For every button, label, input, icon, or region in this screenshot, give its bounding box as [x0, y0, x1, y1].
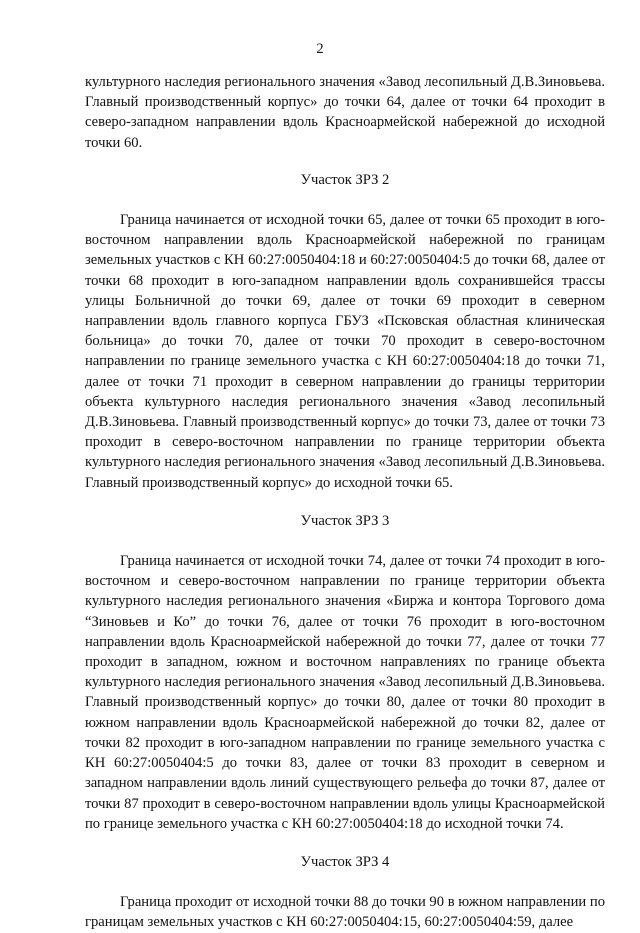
page-number: 2	[316, 41, 324, 57]
section-title-zrz-4: Участок ЗРЗ 4	[300, 853, 390, 870]
section-title-zrz-2: Участок ЗРЗ 2	[300, 171, 390, 188]
document-body	[85, 72, 605, 933]
intro-paragraph: культурного наследия регионального значения «Завод лесопильный Д.В.Зиновьева. Главный производственный корпус» до точки 64, далее от точки 64 проходит в северо-западном направлении вдоль Красноармейской набережной до исходной точки 60.	[85, 74, 605, 151]
section-title-zrz-3: Участок ЗРЗ 3	[300, 512, 390, 529]
section-text-zrz-3: Граница начинается от исходной точки 74, далее от точки 74 проходит в юго-восточном и северо-восточном направлении по границе территории объекта культурного наследия регионального значения «Биржа и контора Торгового дома “Зиновьев и Ко” до точки 76, далее от точки 76 проходит в юго-восточном направлении вдоль Красноармейской набережной до точки 77, далее от точки 77 проходит в западном, южном и восточном направлениях по границе объекта культурного наследия регионального значения «Завод лесопильный Д.В.Зиновьева. Главный производственный корпус» до точки 80, далее от точки 80 проходит в южном направлении вдоль Красноармейской набережной до точки 82, далее от точки 82 проходит в юго-западном направлении по границе земельного участка с КН 60:27:0050404:5 до точки 83, далее от точки 83 проходит в северном и западном направлении вдоль линий существующего рельефа до точки 87, далее от точки 87 проходит в северо-восточном направлении вдоль улицы Красноармейской по границе земельного участка с КН 60:27:0050404:18 до исходной точки 74.	[85, 553, 605, 832]
section-text-zrz-2: Граница начинается от исходной точки 65, далее от точки 65 проходит в юго-восточном направлении вдоль Красноармейской набережной по границам земельных участков с КН 60:27:0050404:18 и 60:27:0050404:5 до точки 68, далее от точки 68 проходит в юго-западном направлении вдоль сохранившейся трассы улицы Больничной до точки 69, далее от точки 69 проходит в северном направлении вдоль главного корпуса ГБУЗ «Псковская областная клиническая больница» до точки 70, далее от точки 70 проходит в северо-восточном направлении по границе земельного участка с КН 60:27:0050404:18 до точки 71, далее от точки 71 проходит в северном направлении до границы территории объекта культурного наследия регионального значения «Завод лесопильный Д.В.Зиновьева. Главный производственный корпус» до точки 73, далее от точки 73 проходит в северо-восточном направлении по границе территории объекта культурного наследия регионального значения «Завод лесопильный Д.В.Зиновьева. Главный производственный корпус» до исходной точки 65.	[85, 212, 605, 491]
section-text-zrz-4: Граница проходит от исходной точки 88 до точки 90 в южном направлении по границам земельных участков с КН 60:27:0050404:15, 60:27:0050404:59, далее	[85, 894, 605, 931]
